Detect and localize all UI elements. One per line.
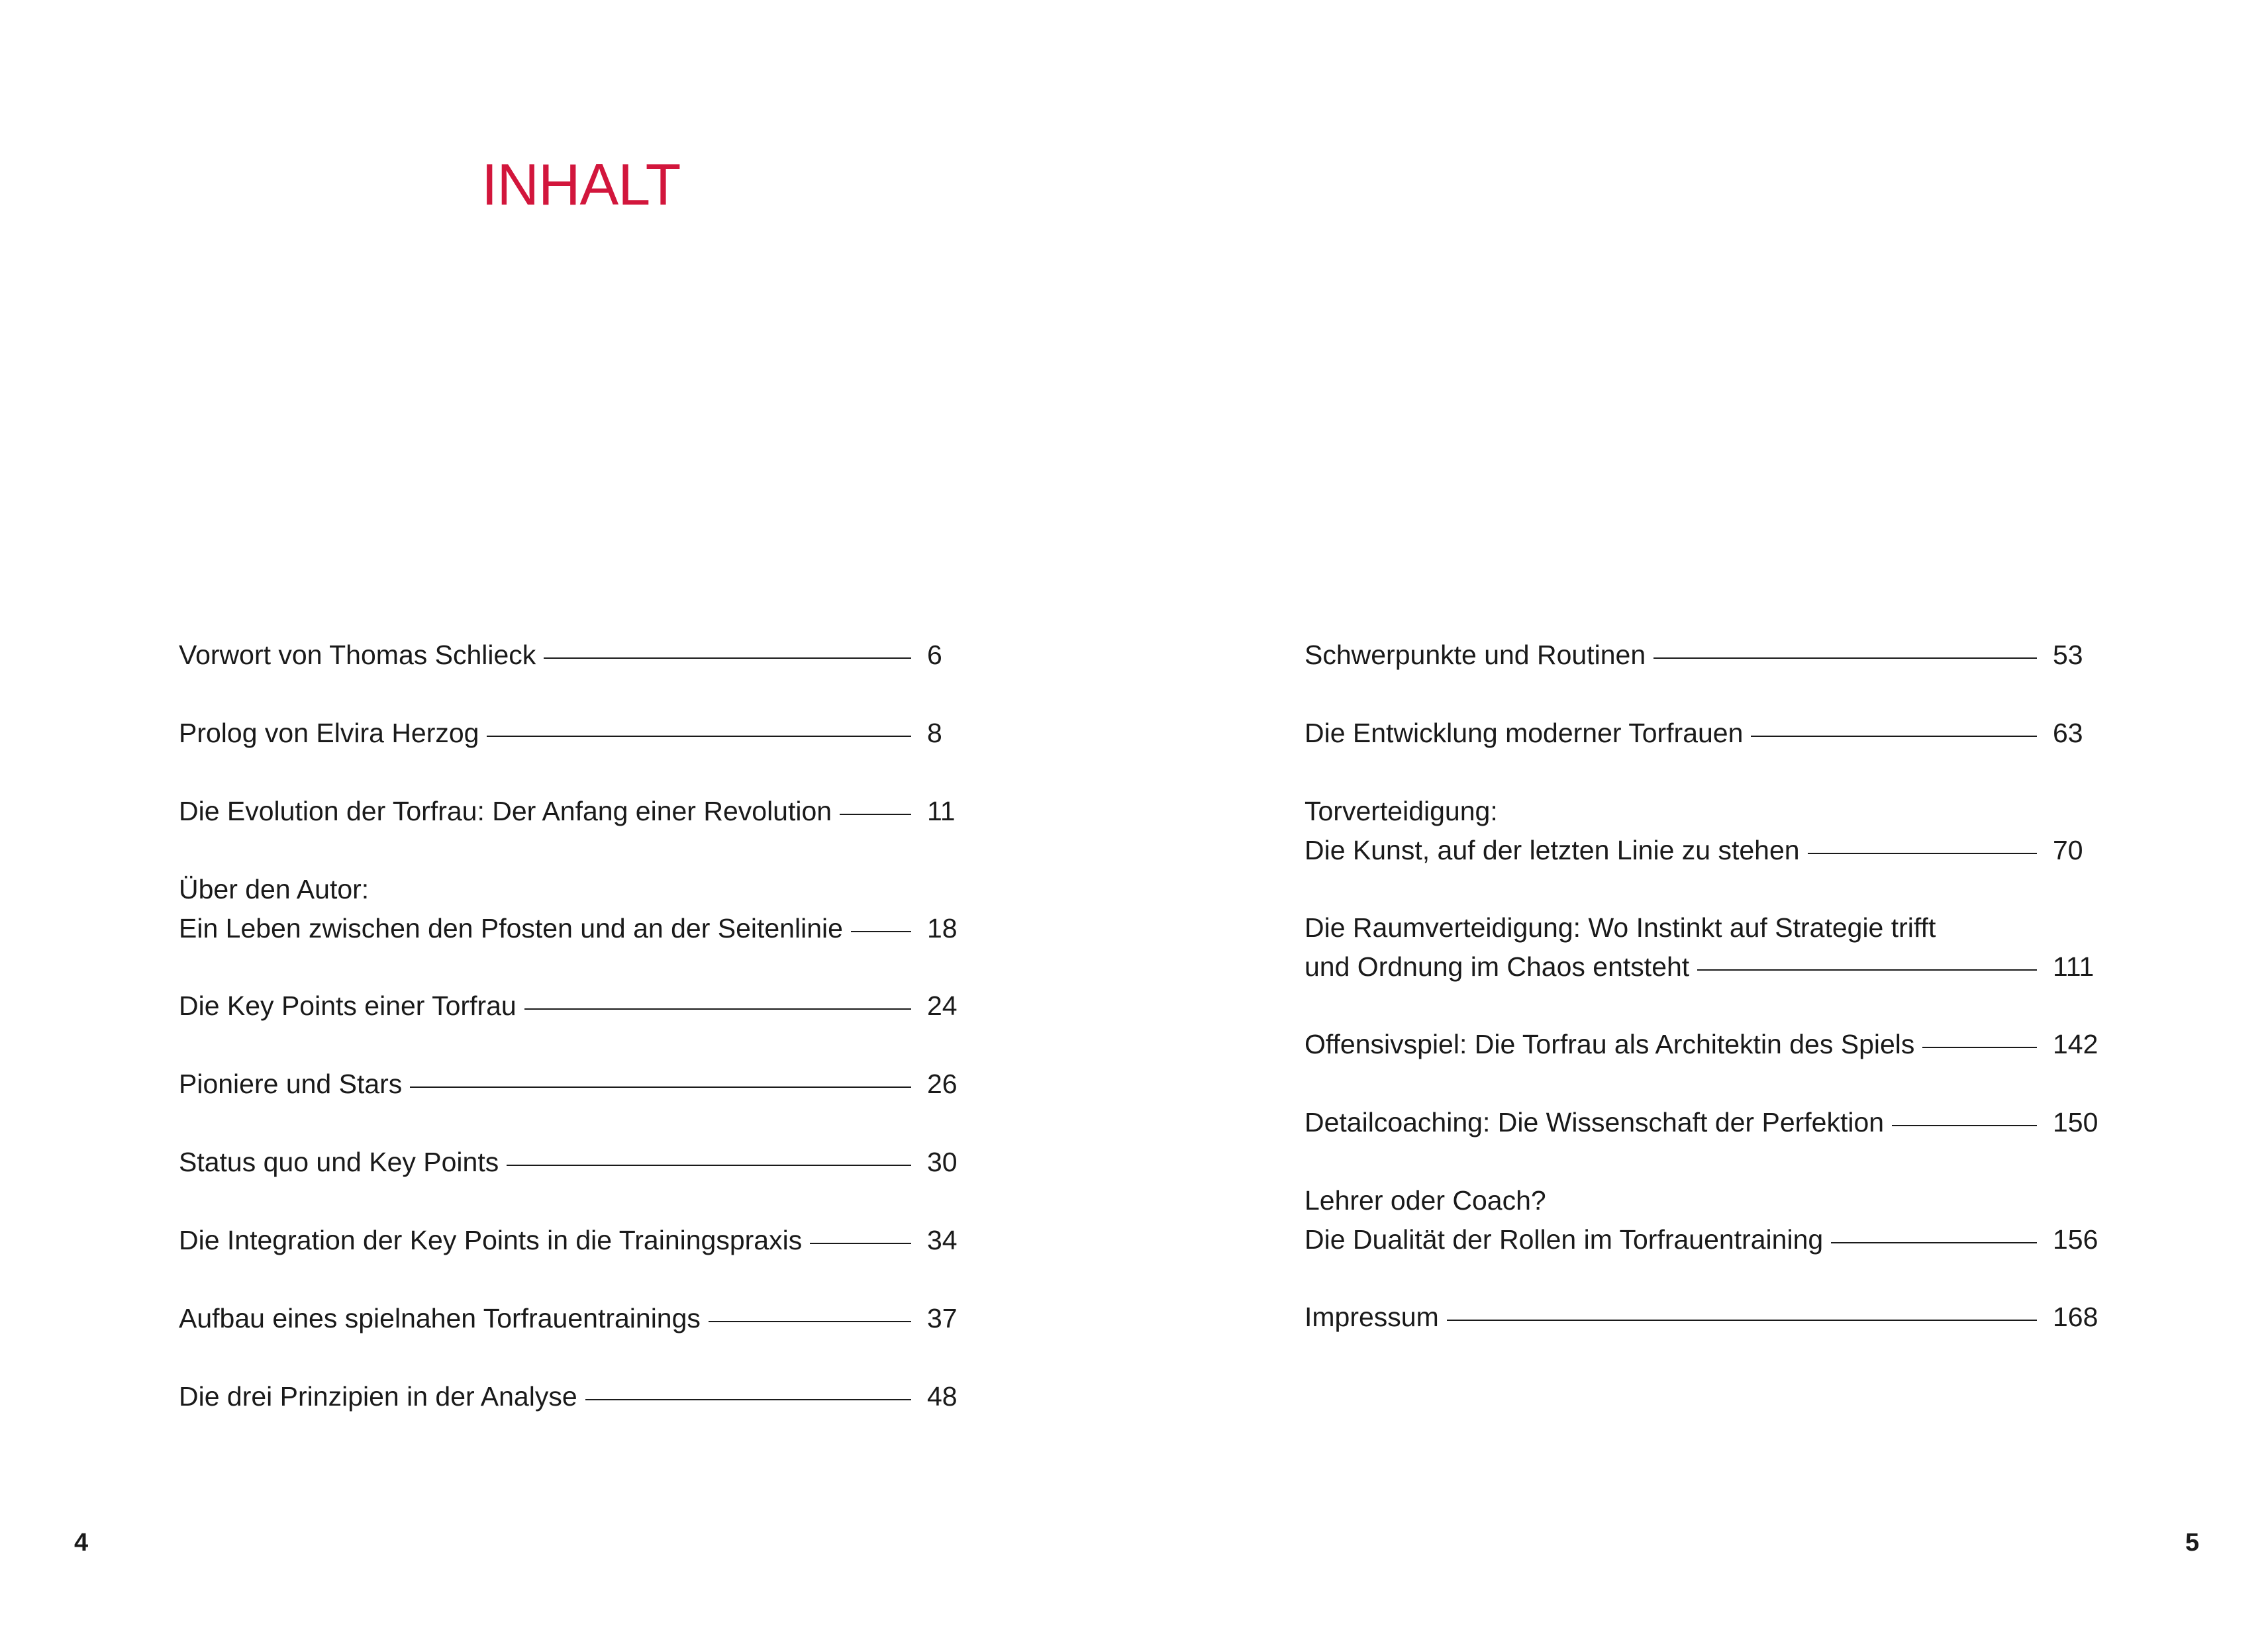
toc-entry-title: Pioniere und Stars	[179, 1069, 403, 1099]
toc-page-number: 26	[927, 1069, 958, 1099]
leader-line	[524, 1008, 911, 1010]
toc-entry	[1305, 908, 2096, 987]
toc-entry-row	[1305, 636, 2096, 675]
toc-entry-row	[1305, 947, 2096, 987]
toc-entry-title: Die Dualität der Rollen im Torfrauentraining	[1305, 1224, 1824, 1255]
page-title: INHALT	[481, 151, 681, 217]
toc-entry-title-line: Die Raumverteidigung: Wo Instinkt auf Strategie trifft	[1305, 912, 1936, 943]
leader-line	[1447, 1320, 2037, 1321]
toc-entry	[179, 1065, 970, 1104]
leader-line	[1831, 1242, 2037, 1243]
toc-page-number: 142	[2053, 1029, 2098, 1059]
toc-entry-row	[179, 909, 970, 948]
leader-line	[1751, 736, 2037, 737]
page-number-right: 5	[2185, 1529, 2200, 1557]
toc-entry	[179, 714, 970, 753]
toc-entry	[179, 792, 970, 831]
toc-entry-title: Die Entwicklung moderner Torfrauen	[1305, 718, 1744, 748]
toc-entry-title: Die Key Points einer Torfrau	[179, 990, 517, 1021]
leader-line	[487, 736, 911, 737]
toc-entry-title: Vorwort von Thomas Schlieck	[179, 640, 536, 670]
toc-entry-title: Die Integration der Key Points in die Trainingspraxis	[179, 1225, 803, 1255]
leader-line	[1922, 1047, 2037, 1048]
toc-entry	[1305, 1103, 2096, 1142]
toc-entry	[179, 636, 970, 675]
toc-entry	[1305, 714, 2096, 753]
toc-page-number: 63	[2053, 718, 2083, 748]
toc-entry	[1305, 636, 2096, 675]
toc-entry-row	[1305, 1220, 2096, 1259]
toc-entry-row	[179, 714, 970, 753]
toc-entry	[179, 1377, 970, 1416]
toc-entry-row	[179, 1377, 970, 1416]
toc-entry-title: Schwerpunkte und Routinen	[1305, 640, 1646, 670]
toc-entry-title: Die Kunst, auf der letzten Linie zu stehen	[1305, 835, 1800, 865]
toc-page-number: 18	[927, 913, 958, 943]
toc-entry-row	[1305, 1298, 2096, 1337]
toc-entry	[1305, 1025, 2096, 1064]
leader-line	[709, 1321, 911, 1322]
toc-entry-title: Impressum	[1305, 1302, 1439, 1332]
toc-entry-row	[179, 1221, 970, 1260]
toc-entry-row	[179, 1299, 970, 1338]
toc-entry-row	[179, 987, 970, 1026]
toc-entry-row	[1305, 1025, 2096, 1064]
toc-entry-row	[179, 1065, 970, 1104]
leader-line	[1697, 969, 2037, 971]
leader-line	[1653, 657, 2037, 659]
toc-page-number: 6	[927, 640, 942, 670]
toc-entry	[1305, 1298, 2096, 1337]
toc-entry-title-line: Über den Autor:	[179, 874, 370, 904]
leader-line	[507, 1165, 911, 1166]
toc-entry-row	[179, 1143, 970, 1182]
leader-line	[851, 931, 911, 932]
toc-entry-title: Status quo und Key Points	[179, 1147, 499, 1177]
toc-entry-title: Aufbau eines spielnahen Torfrauentrainings	[179, 1303, 701, 1333]
toc-entry-title: Ein Leben zwischen den Pfosten und an der Seitenlinie	[179, 913, 843, 943]
toc-entry-row	[1305, 1103, 2096, 1142]
leader-line	[544, 657, 911, 659]
toc-page-number: 24	[927, 990, 958, 1021]
toc-page-number: 8	[927, 718, 942, 748]
toc-page-number: 34	[927, 1225, 958, 1255]
toc-entry-row	[1305, 714, 2096, 753]
toc-page-number: 53	[2053, 640, 2083, 670]
toc-entry	[179, 1143, 970, 1182]
leader-line	[410, 1087, 911, 1088]
toc-entry	[1305, 792, 2096, 870]
toc-entry-title-line: Lehrer oder Coach?	[1305, 1185, 1546, 1216]
toc-entry	[1305, 1181, 2096, 1259]
toc-entry-title: Offensivspiel: Die Torfrau als Architektin des Spiels	[1305, 1029, 1915, 1059]
toc-page-number: 70	[2053, 835, 2083, 865]
toc-page-number: 111	[2053, 951, 2095, 982]
toc-entry	[179, 870, 970, 948]
toc-entry-row	[179, 792, 970, 831]
page-number-left: 4	[74, 1529, 89, 1557]
toc-entry	[179, 987, 970, 1026]
toc-entry-row	[179, 636, 970, 675]
toc-entry-title: Die Evolution der Torfrau: Der Anfang einer Revolution	[179, 796, 832, 826]
toc-page-number: 30	[927, 1147, 958, 1177]
toc-entry-title: Detailcoaching: Die Wissenschaft der Perfektion	[1305, 1107, 1885, 1137]
toc-page-number: 156	[2053, 1224, 2098, 1255]
toc-page-number: 48	[927, 1381, 958, 1412]
toc-entry-title: und Ordnung im Chaos entsteht	[1305, 951, 1690, 982]
leader-line	[585, 1399, 911, 1400]
toc-page-number: 11	[927, 796, 956, 826]
toc-entry	[179, 1299, 970, 1338]
leader-line	[840, 814, 911, 815]
toc-page-number: 37	[927, 1303, 958, 1333]
toc-page-number: 150	[2053, 1107, 2098, 1137]
toc-entry-title: Die drei Prinzipien in der Analyse	[179, 1381, 577, 1412]
leader-line	[1892, 1125, 2037, 1126]
leader-line	[1808, 853, 2037, 854]
toc-entry	[179, 1221, 970, 1260]
leader-line	[810, 1243, 911, 1244]
toc-entry-row	[1305, 831, 2096, 870]
toc-page-number: 168	[2053, 1302, 2098, 1332]
toc-entry-title-line: Torverteidigung:	[1305, 796, 1498, 826]
toc-entry-title: Prolog von Elvira Herzog	[179, 718, 479, 748]
